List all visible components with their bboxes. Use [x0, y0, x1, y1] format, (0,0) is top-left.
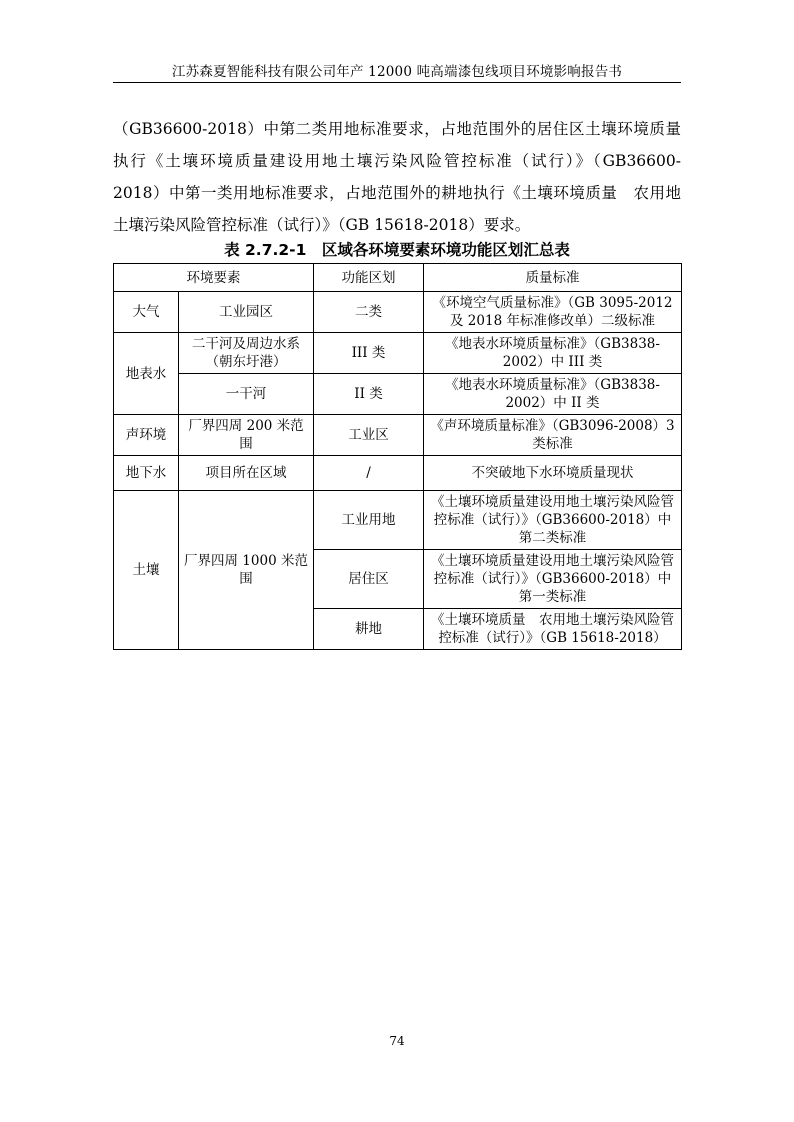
cell-standard: 《土壤环境质量建设用地土壤污染风险管控标准（试行）》（GB36600-2018）中第二类标准 — [424, 491, 682, 550]
cell-function: II 类 — [314, 374, 424, 415]
header-standard: 质量标准 — [424, 264, 682, 292]
cell-function: 居住区 — [314, 550, 424, 609]
cell-element: 地下水 — [114, 456, 179, 491]
table-row — [114, 491, 682, 550]
cell-function: III 类 — [314, 333, 424, 374]
function-zoning-table — [113, 263, 682, 650]
cell-function: 工业用地 — [314, 491, 424, 550]
table-row — [114, 456, 682, 491]
cell-standard: 《地表水环境质量标准》（GB3838-2002）中 III 类 — [424, 333, 682, 374]
table-row — [114, 415, 682, 456]
body-line-1: （GB36600-2018）中第二类用地标准要求，占地范围外的居住区土壤环境质量 — [113, 120, 681, 138]
cell-element: 土壤 — [114, 491, 179, 650]
cell-standard: 《土壤环境质量建设用地土壤污染风险管控标准（试行）》（GB36600-2018）中第一类标准 — [424, 550, 682, 609]
cell-function: 工业区 — [314, 415, 424, 456]
cell-standard: 《声环境质量标准》（GB3096-2008）3 类标准 — [424, 415, 682, 456]
cell-area: 厂界四周 200 米范围 — [179, 415, 314, 456]
cell-standard: 不突破地下水环境质量现状 — [424, 456, 682, 491]
header-function: 功能区划 — [314, 264, 424, 292]
cell-function: / — [314, 456, 424, 491]
cell-standard: 《地表水环境质量标准》（GB3838-2002）中 II 类 — [424, 374, 682, 415]
cell-function: 二类 — [314, 292, 424, 333]
table-row — [114, 292, 682, 333]
body-line-4: 土壤污染风险管控标准（试行）》（GB 15618-2018）要求。 — [113, 216, 531, 234]
header-rule — [113, 82, 681, 83]
header-element: 环境要素 — [114, 264, 314, 292]
cell-standard: 《环境空气质量标准》（GB 3095-2012 及 2018 年标准修改单）二级标准 — [424, 292, 682, 333]
body-paragraph — [113, 113, 681, 241]
body-line-2: 执行《土壤环境质量建设用地土壤污染风险管控标准（试行）》（GB36600- — [113, 152, 681, 170]
cell-area: 工业园区 — [179, 292, 314, 333]
cell-area: 项目所在区域 — [179, 456, 314, 491]
cell-area: 厂界四周 1000 米范围 — [179, 491, 314, 650]
document-header: 江苏森夏智能科技有限公司年产 12000 吨高端漆包线项目环境影响报告书 — [171, 64, 623, 80]
page-number: 74 — [389, 1034, 405, 1048]
cell-function: 耕地 — [314, 609, 424, 650]
cell-element: 声环境 — [114, 415, 179, 456]
cell-standard: 《土壤环境质量 农用地土壤污染风险管控标准（试行）》（GB 15618-2018） — [424, 609, 682, 650]
table-row — [114, 374, 682, 415]
cell-element: 地表水 — [114, 333, 179, 415]
cell-area: 二干河及周边水系（朝东圩港） — [179, 333, 314, 374]
table-header-row — [114, 264, 682, 292]
cell-element: 大气 — [114, 292, 179, 333]
body-line-3: 2018）中第一类用地标准要求，占地范围外的耕地执行《土壤环境质量 农用地 — [113, 184, 681, 202]
table-row — [114, 333, 682, 374]
cell-area: 一干河 — [179, 374, 314, 415]
table-caption: 表 2.7.2-1 区域各环境要素环境功能区划汇总表 — [224, 241, 570, 259]
